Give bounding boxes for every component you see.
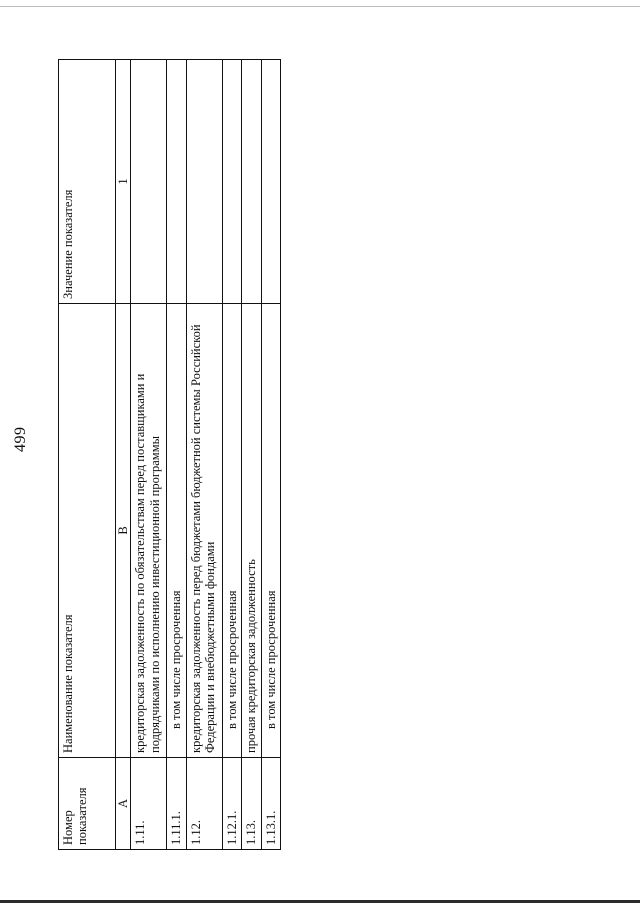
row-number: 1.11.1. <box>167 758 186 850</box>
row-number: 1.13.1. <box>261 758 280 850</box>
row-name: кредиторская задолженность перед бюджетами бюджетной системы Российской Федерации и внебюджетными фондами <box>186 304 222 758</box>
indicators-table <box>58 59 281 850</box>
row-name: прочая кредиторская задолженность <box>242 304 261 758</box>
page-number-text: 499 <box>12 426 29 452</box>
table-row <box>186 60 222 850</box>
row-name: в том числе просроченная <box>222 304 241 758</box>
row-number: 1.13. <box>242 758 261 850</box>
scan-edge-top <box>0 6 640 7</box>
row-number: 1.12.1. <box>222 758 241 850</box>
letter-number: А <box>116 758 131 850</box>
row-number: 1.11. <box>131 758 167 850</box>
row-name: в том числе просроченная <box>261 304 280 758</box>
row-value <box>167 60 186 304</box>
page-number <box>12 412 30 452</box>
row-value <box>261 60 280 304</box>
table-row <box>167 60 186 850</box>
table-row <box>242 60 261 850</box>
row-value <box>222 60 241 304</box>
letter-name: В <box>116 304 131 758</box>
table-row <box>131 60 167 850</box>
column-letters-row <box>116 60 131 850</box>
header-name: Наименование показателя <box>59 304 116 758</box>
table-header-row <box>59 60 116 850</box>
header-value: Значение показателя <box>59 60 116 304</box>
rotated-document <box>58 60 278 850</box>
row-value <box>242 60 261 304</box>
letter-value: 1 <box>116 60 131 304</box>
table-row <box>261 60 280 850</box>
row-name: в том числе просроченная <box>167 304 186 758</box>
scan-edge-bottom <box>0 900 640 903</box>
table-row <box>222 60 241 850</box>
header-number: Номер показателя <box>59 758 116 850</box>
row-value <box>131 60 167 304</box>
row-number: 1.12. <box>186 758 222 850</box>
row-value <box>186 60 222 304</box>
row-name: кредиторская задолженность по обязательствам перед поставщиками и подрядчиками по исполнению инвестиционной программы <box>131 304 167 758</box>
